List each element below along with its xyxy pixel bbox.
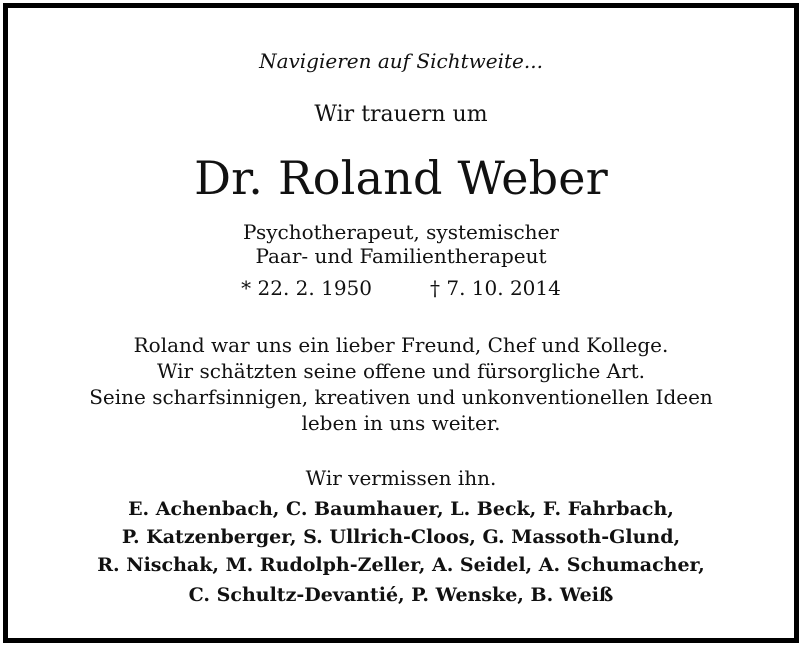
message-line: Roland war uns ein lieber Freund, Chef und Kollege. [133, 333, 669, 357]
message-line: Wir schätzten seine offene und fürsorgliche Art. [156, 359, 646, 383]
message-line: leben in uns weiter. [301, 411, 501, 435]
intro-text: Wir trauern um [314, 102, 488, 127]
closing-text: Wir vermissen ihn. [305, 466, 497, 490]
signatories-line: R. Nischak, M. Rudolph-Zeller, A. Seidel, A. Schumacher, [97, 554, 705, 576]
profession-line: Paar- und Familientherapeut [255, 244, 547, 268]
motto: Navigieren auf Sichtweite... [259, 49, 543, 73]
signatories-line: E. Achenbach, C. Baumhauer, L. Beck, F. Fahrbach, [128, 498, 674, 520]
life-dates [8, 276, 794, 300]
signatories-line: C. Schultz-Devantié, P. Wenske, B. Weiß [188, 584, 614, 606]
deceased-name: Dr. Roland Weber [194, 151, 608, 205]
profession-line: Psychotherapeut, systemischer [243, 220, 559, 244]
message-line: Seine scharfsinnigen, kreativen und unkonventionellen Ideen [89, 385, 713, 409]
signatories-line: P. Katzenberger, S. Ullrich-Cloos, G. Massoth-Glund, [121, 526, 681, 548]
obituary-notice [3, 3, 799, 643]
death-date: † 7. 10. 2014 [430, 276, 561, 300]
birth-date: * 22. 2. 1950 [241, 276, 372, 300]
